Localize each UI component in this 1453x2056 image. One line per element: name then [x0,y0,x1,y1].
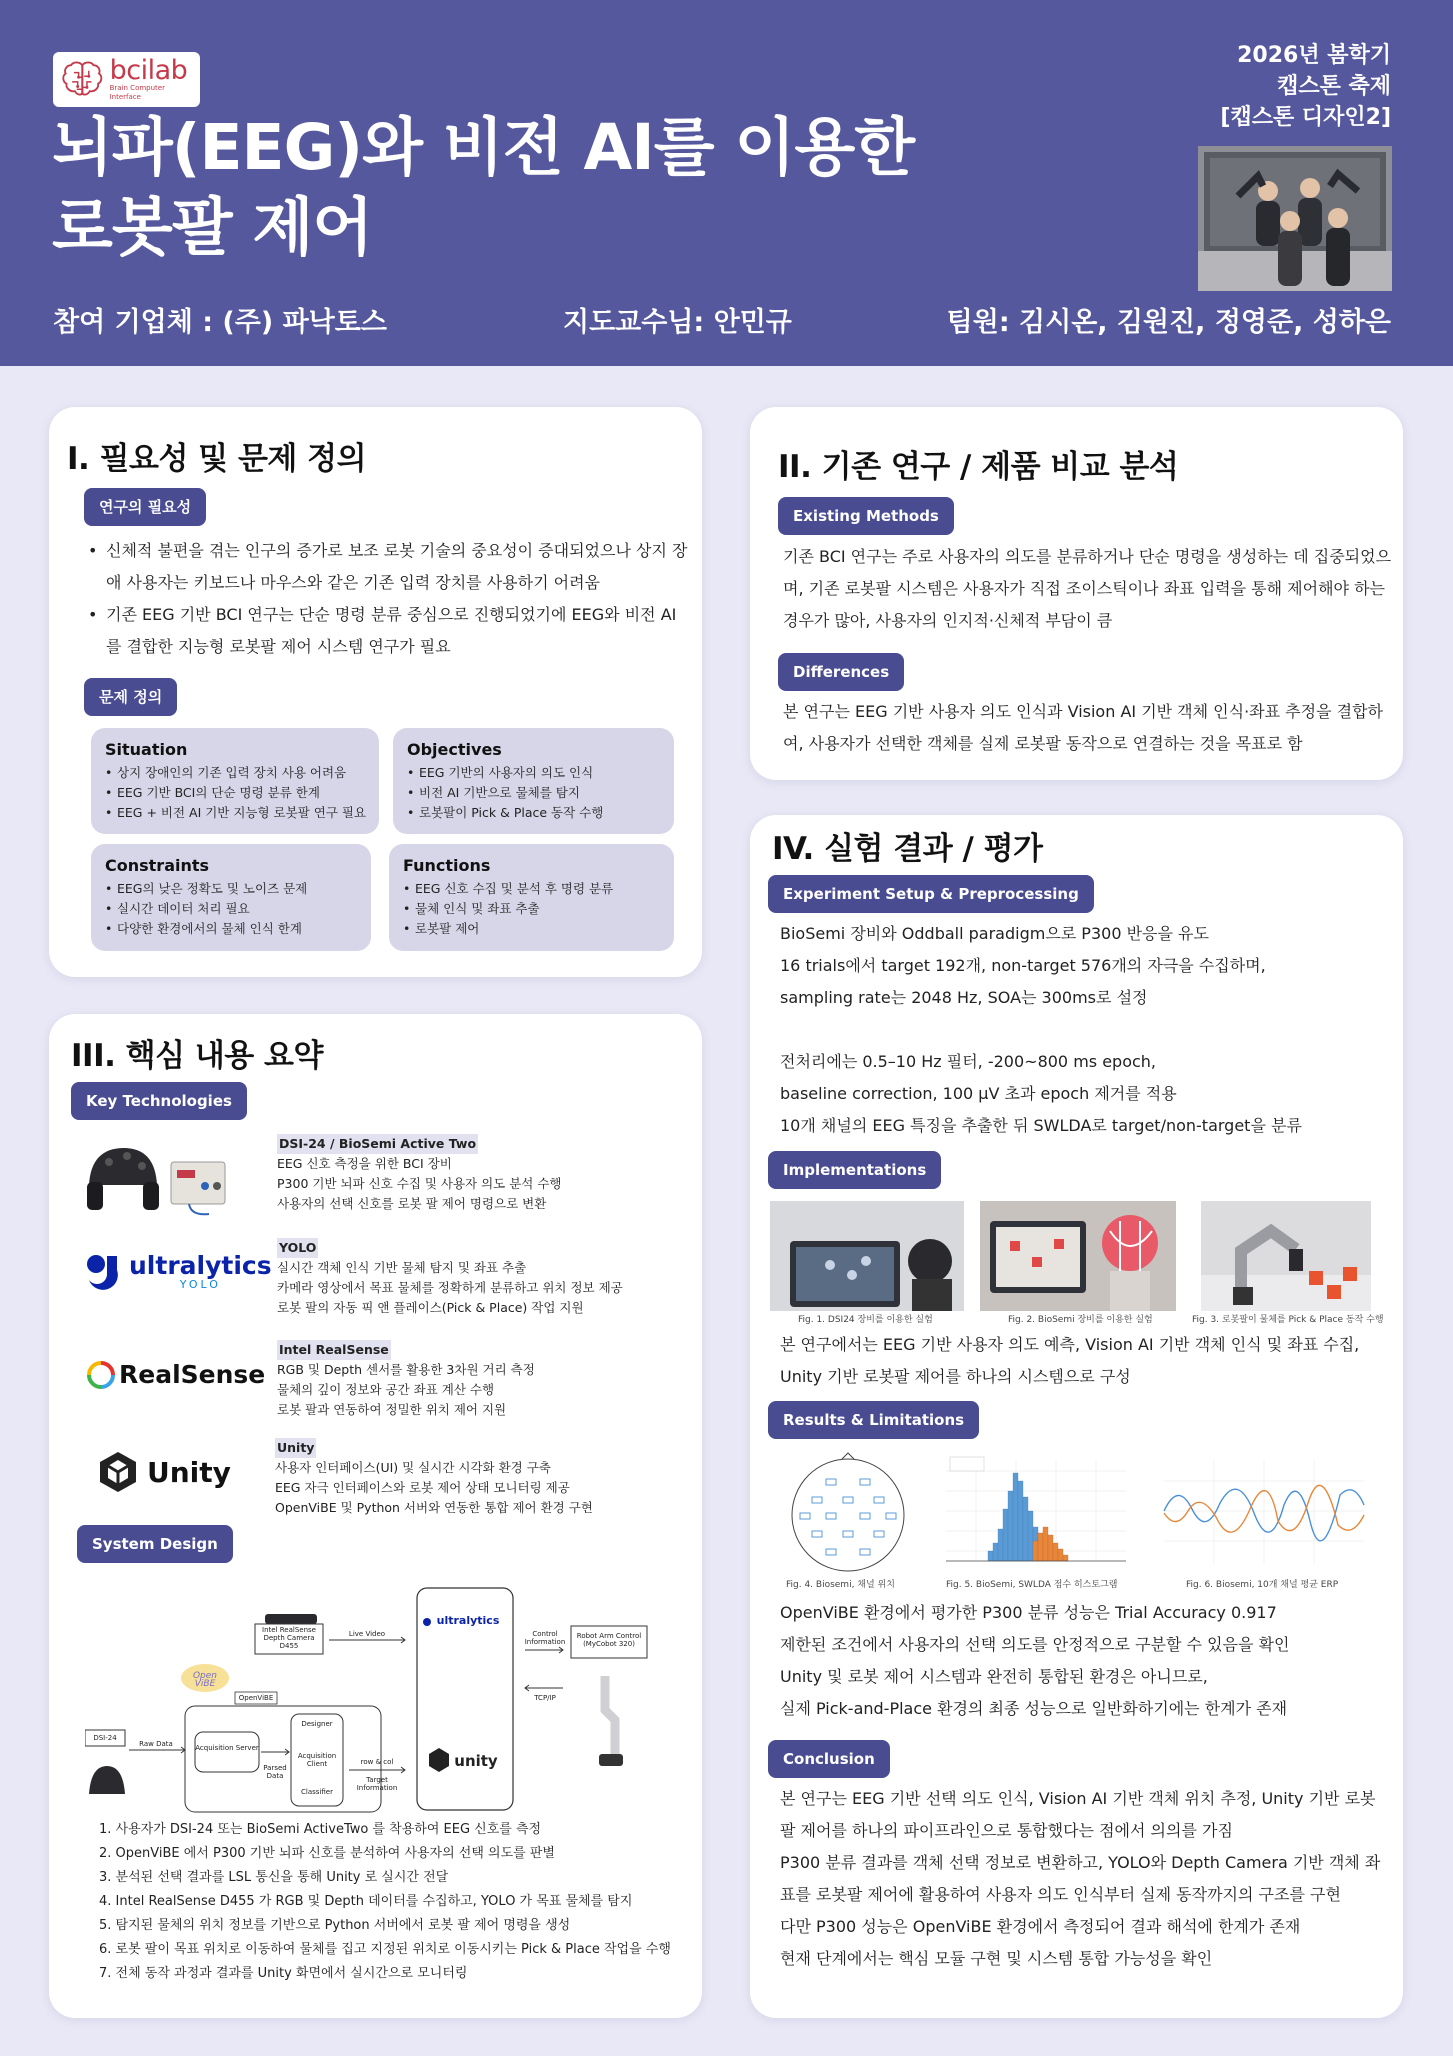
existing-line: 며, 기존 로봇팔 시스템은 사용자가 직접 조이스틱이나 좌표 입력을 통해 제어해야 하는 [783,579,1385,598]
existing-text [783,541,1391,637]
diagram-tcpip: TCP/IP [534,1694,556,1702]
setup-line: 16 trials에서 target 192개, non-target 576개의 자극을 수집하며, [780,956,1266,975]
title-line-1: 뇌파(EEG)와 비전 AI를 이용한 [52,111,915,184]
tag-existing: Existing Methods [778,497,954,535]
advisor-info: 지도교수님: 안민규 [563,307,792,338]
brain-icon [61,58,104,102]
tech-dsi24 [277,1134,562,1214]
diagram-dsi24: DSI-24 [93,1734,117,1742]
realsense-icon [87,1361,115,1389]
system-step: 6. 로봇 팔이 목표 위치로 이동하여 물체를 집고 지정된 위치로 이동시키는 Pick & Place 작업을 수행 [99,1942,671,1957]
tech-line: 사용자 인터페이스(UI) 및 실시간 시각화 환경 구축 [275,1460,551,1475]
tag-results: Results & Limitations [768,1401,979,1439]
fig5-score-histogram [936,1451,1132,1575]
diagram-ultralytics: ultralytics [436,1614,500,1627]
section-experiment-results [750,815,1403,2018]
section-3-title: III. 핵심 내용 요약 [71,1038,323,1074]
ultralytics-sub: YOLO [179,1278,221,1291]
photo-dsi24-experiment [770,1201,964,1311]
constraints-title: Constraints [105,856,210,875]
constraints-item: • 다양한 환경에서의 물체 인식 한계 [105,919,357,939]
section-core-summary [49,1014,702,2018]
diagram-realsense-label: Intel RealSense Depth Camera D455 [262,1626,316,1650]
fig1-caption: Fig. 1. DSI24 장비를 이용한 실험 [798,1315,933,1325]
ultralytics-wordmark: ultralytics [129,1251,272,1280]
tech-line: P300 기반 뇌파 신호 수집 및 사용자 의도 분석 수행 [277,1176,562,1191]
diagram-robot-arm: Robot Arm Control (MyCobot 320) [576,1632,642,1648]
tech-line: RGB 및 Depth 센서를 활용한 3차원 거리 측정 [277,1362,535,1377]
constraints-item: • EEG의 낮은 정확도 및 노이즈 문제 [105,879,357,899]
tag-key-technologies: Key Technologies [71,1082,247,1120]
diagram-unity: unity [454,1752,498,1770]
setup-line: sampling rate는 2048 Hz, SOA는 300ms로 설정 [780,988,1148,1007]
tag-setup: Experiment Setup & Preprocessing [768,875,1094,913]
bcilab-logo [53,52,200,107]
tech-yolo [277,1238,623,1318]
diagram-parsed-data: Parsed Data [263,1764,287,1780]
objectives-box [393,728,674,834]
diagram-live-video: Live Video [348,1630,386,1638]
tag-conclusion: Conclusion [768,1740,890,1778]
diagram-raw-data: Raw Data [139,1740,173,1748]
fig2-caption: Fig. 2. BioSemi 장비를 이용한 실험 [1008,1315,1153,1325]
results-line: Unity 및 로봇 제어 시스템과 완전히 통합된 환경은 아니므로, [780,1667,1208,1686]
situation-box [91,728,379,834]
functions-item: • EEG 신호 수집 및 분석 후 명령 분류 [403,879,660,899]
tech-line: 로봇 팔의 자동 픽 앤 플레이스(Pick & Place) 작업 지원 [277,1300,584,1315]
impl-line: 본 연구에서는 EEG 기반 사용자 의도 예측, Vision AI 기반 객체 인식 및 좌표 수집, [780,1335,1360,1354]
need-bullets [84,535,687,663]
ultralytics-icon [85,1252,125,1292]
tech-line: 사용자의 선택 신호를 로봇 팔 제어 명령으로 변환 [277,1196,547,1211]
logo-name: bcilab [109,55,188,86]
conclusion-line: 현재 단계에서는 핵심 모듈 구현 및 시스템 통합 가능성을 확인 [780,1949,1213,1968]
system-step: 5. 탐지된 물체의 위치 정보를 기반으로 Python 서버에서 로봇 팔 제어 명령을 생성 [99,1918,571,1933]
photo-biosemi-experiment [980,1201,1176,1311]
situation-item: • EEG 기반 BCI의 단순 명령 분류 한계 [105,783,365,803]
conclusion-line: P300 분류 결과를 객체 선택 정보로 변환하고, YOLO와 Depth Camera 기반 객체 좌 [780,1853,1381,1872]
need-bullet-1-line-1: • 신체적 불편을 겪는 인구의 증가로 보조 로봇 기술의 중요성이 증대되었으나 상지 장 [106,541,688,560]
ultralytics-logo [85,1252,272,1292]
company-info: 참여 기업체 : (주) 파낙토스 [53,307,387,338]
impl-text [780,1329,1359,1393]
conclusion-line: 본 연구는 EEG 기반 선택 의도 인식, Vision AI 기반 객체 위치 추정, Unity 기반 로봇 [780,1789,1376,1808]
objectives-item: • EEG 기반의 사용자의 의도 인식 [407,763,660,783]
section-prior-research [750,407,1403,780]
diagram-openvibe: OpenViBE [238,1694,274,1702]
diagram-row-col: row & col [360,1758,394,1766]
conclusion-text [780,1783,1380,1975]
conclusion-line: 팔 제어를 하나의 파이프라인으로 통합했다는 점에서 의의를 가짐 [780,1821,1233,1840]
tech-name: DSI-24 / BioSemi Active Two [277,1134,478,1154]
existing-line: 기존 BCI 연구는 주로 사용자의 의도를 분류하거나 단순 명령을 생성하는 데 집중되었으 [783,547,1392,566]
diagram-target-info: Target Information [356,1776,398,1792]
title-line-2: 로봇팔 제어 [52,191,373,264]
tech-line: OpenViBE 및 Python 서버와 연동한 통합 제어 환경 구현 [275,1500,593,1515]
section-need-problem [49,407,702,977]
tech-line: 카메라 영상에서 목표 물체를 정확하게 분류하고 위치 정보 제공 [277,1280,623,1295]
semester-info [1220,40,1391,133]
need-bullet-1-line-2: 애 사용자는 키보드나 마우스와 같은 기존 입력 장치를 사용하기 어려움 [106,573,600,592]
situation-item: • 상지 장애인의 기존 입력 장치 사용 어려움 [105,763,365,783]
objectives-title: Objectives [407,740,502,759]
differences-line: 여, 사용자가 선택한 객체를 실제 로봇팔 동작으로 연결하는 것을 목표로 함 [783,734,1303,753]
constraints-item: • 실시간 데이터 처리 필요 [105,899,357,919]
functions-item: • 물체 인식 및 좌표 추출 [403,899,660,919]
fig5-caption: Fig. 5. BioSemi, SWLDA 점수 히스토그램 [946,1580,1118,1590]
differences-text [783,696,1383,760]
tech-line: EEG 자극 인터페이스와 로봇 제어 상태 모니터링 제공 [275,1480,570,1495]
eeg-headset-icon [79,1140,229,1220]
poster-header [0,0,1453,366]
results-line: 제한된 조건에서 사용자의 선택 의도를 안정적으로 구분할 수 있음을 확인 [780,1635,1290,1654]
tech-unity [275,1438,593,1518]
semester-line-2: 캡스톤 축제 [1277,74,1391,99]
tag-system-design: System Design [77,1525,233,1563]
functions-box [389,844,674,951]
robot-arm-icon [605,1676,615,1756]
diagram-control-info: Control Information [524,1630,566,1646]
results-line: OpenViBE 환경에서 평가한 P300 분류 성능은 Trial Accuracy 0.917 [780,1603,1277,1622]
need-bullet [84,599,687,663]
tech-name: Unity [275,1438,316,1458]
tag-implementations: Implementations [768,1151,941,1189]
fig4-caption: Fig. 4. Biosemi, 채널 위치 [786,1580,895,1590]
functions-item: • 로봇팔 제어 [403,919,660,939]
results-line: 실제 Pick-and-Place 환경의 최종 성능으로 일반화하기에는 한계가 존재 [780,1699,1288,1718]
poster-title [52,108,952,268]
need-bullet [84,535,687,599]
logo-sub: Brain Computer Interface [109,84,165,101]
diagram-acq-client: Acquisition Client [297,1752,337,1768]
semester-line-1: 2026년 봄학기 [1237,43,1391,68]
system-step: 2. OpenViBE 에서 P300 기반 뇌파 신호를 분석하여 사용자의 선택 의도를 판별 [99,1846,555,1861]
setup-line: BioSemi 장비와 Oddball paradigm으로 P300 반응을 유도 [780,924,1209,943]
unity-icon [97,1450,139,1494]
system-step: 3. 분석된 선택 결과를 LSL 통신을 통해 Unity 로 실시간 전달 [99,1870,449,1885]
tech-realsense [277,1340,535,1420]
tech-line: EEG 신호 측정을 위한 BCI 장비 [277,1156,452,1171]
need-bullet-2-line-1: • 기존 EEG 기반 BCI 연구는 단순 명령 분류 중심으로 진행되었기에 EEG와 비전 AI [106,605,677,624]
system-step: 4. Intel RealSense D455 가 RGB 및 Depth 데이터를 수집하고, YOLO 가 목표 물체를 탐지 [99,1894,633,1909]
need-bullet-2-line-2: 를 결합한 지능형 로봇팔 제어 시스템 연구가 필요 [106,637,451,656]
conclusion-line: 표를 로봇팔 제어에 활용하여 사용자 의도 인식부터 실제 동작까지의 구조를 구현 [780,1885,1341,1904]
camera-icon [265,1614,317,1624]
situation-item: • EEG + 비전 AI 기반 지능형 로봇팔 연구 필요 [105,803,365,823]
fig3-caption: Fig. 3. 로봇팔이 물체를 Pick & Place 동작 수행 [1192,1315,1384,1325]
existing-line: 경우가 많아, 사용자의 인지적·신체적 부담이 큼 [783,611,1113,630]
tag-differences: Differences [778,653,904,691]
team-members: 팀원: 김시온, 김원진, 정영준, 성하은 [946,307,1391,338]
situation-title: Situation [105,740,188,759]
fig4-channel-map [776,1451,916,1575]
objectives-item: • 비전 AI 기반으로 물체를 탐지 [407,783,660,803]
photo-robot-pick-place [1201,1201,1371,1311]
tech-name: YOLO [277,1238,318,1258]
headset-icon [89,1766,125,1794]
fig6-caption: Fig. 6. Biosemi, 10개 채널 평균 ERP [1186,1580,1339,1590]
impl-line: Unity 기반 로봇팔 제어를 하나의 시스템으로 구성 [780,1367,1131,1386]
system-step: 1. 사용자가 DSI-24 또는 BioSemi ActiveTwo 를 착용하여 EEG 신호를 측정 [99,1822,542,1837]
diagram-acq-server: Acquisition Server [195,1744,259,1752]
realsense-wordmark: RealSense [119,1360,266,1389]
setup-spacer [780,1014,1302,1046]
team-photo [1198,146,1392,291]
system-diagram [85,1580,665,1820]
unity-wordmark: Unity [147,1455,231,1489]
tech-line: 로봇 팔과 연동하여 정밀한 위치 제어 지원 [277,1402,507,1417]
tech-line: 물체의 깊이 정보와 공간 좌표 계산 수행 [277,1382,495,1397]
tech-name: Intel RealSense [277,1340,391,1360]
fig6-average-erp [1158,1451,1370,1575]
setup-line: 전처리에는 0.5–10 Hz 필터, -200~800 ms epoch, [780,1052,1157,1071]
conclusion-line: 다만 P300 성능은 OpenViBE 환경에서 측정되어 결과 해석에 한계가 존재 [780,1917,1301,1936]
system-step: 7. 전체 동작 과정과 결과를 Unity 화면에서 실시간으로 모니터링 [99,1966,468,1981]
functions-title: Functions [403,856,491,875]
section-2-title: II. 기존 연구 / 제품 비교 분석 [778,449,1179,485]
diagram-openvibe-logo: Open ViBE [192,1671,218,1689]
unity-logo [97,1450,231,1494]
diagram-designer: Designer [301,1720,333,1728]
system-steps [99,1818,671,1986]
setup-text [780,918,1302,1142]
differences-line: 본 연구는 EEG 기반 사용자 의도 인식과 Vision AI 기반 객체 인식·좌표 추정을 결합하 [783,702,1384,721]
tag-problem: 문제 정의 [84,678,177,716]
tag-need: 연구의 필요성 [84,488,206,526]
realsense-logo [87,1360,265,1389]
setup-line: 10개 채널의 EEG 특징을 추출한 뒤 SWLDA로 target/non-target을 분류 [780,1116,1302,1135]
section-4-title: IV. 실험 결과 / 평가 [772,831,1043,867]
results-text [780,1597,1289,1725]
objectives-item: • 로봇팔이 Pick & Place 동작 수행 [407,803,660,823]
section-1-title: I. 필요성 및 문제 정의 [67,441,367,477]
semester-line-3: [캡스톤 디자인2] [1220,105,1391,130]
diagram-classifier: Classifier [301,1788,333,1796]
constraints-box [91,844,371,951]
setup-line: baseline correction, 100 μV 초과 epoch 제거를 적용 [780,1084,1177,1103]
tech-line: 실시간 객체 인식 기반 물체 탐지 및 좌표 추출 [277,1260,527,1275]
